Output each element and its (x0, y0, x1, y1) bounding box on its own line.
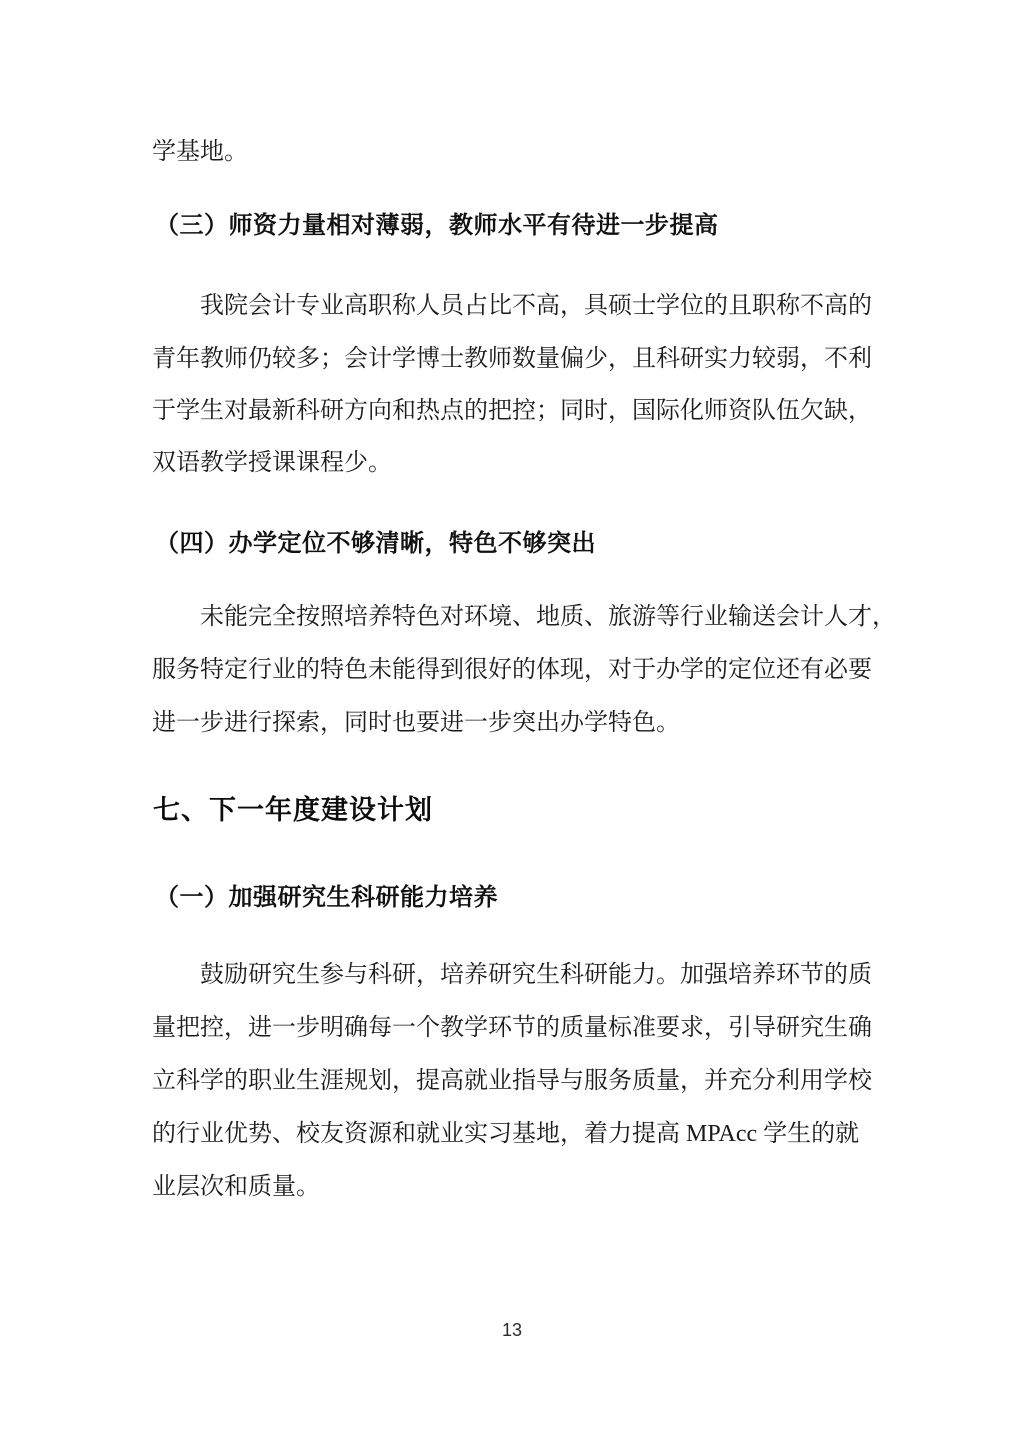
body-text-line: 业层次和质量。 (152, 1174, 320, 1200)
body-text-line: 双语教学授课课程少。 (152, 450, 392, 476)
chapter-heading: 七、下一年度建设计划 (153, 795, 433, 825)
body-text-line: 量把控，进一步明确每一个教学环节的质量标准要求，引导研究生确 (152, 1015, 872, 1041)
body-text-line: 的行业优势、校友资源和就业实习基地，着力提高 MPAcc 学生的就 (152, 1121, 860, 1147)
section-heading-3: （三）师资力量相对薄弱，教师水平有待进一步提高 (155, 210, 719, 239)
body-text-line: 学基地。 (152, 139, 248, 165)
body-text-line: 进一步进行探索，同时也要进一步突出办学特色。 (152, 710, 680, 736)
body-text-line: 未能完全按照培养特色对环境、地质、旅游等行业输送会计人才， (200, 604, 896, 630)
body-text-line: 服务特定行业的特色未能得到很好的体现，对于办学的定位还有必要 (152, 657, 872, 683)
body-text-line: 于学生对最新科研方向和热点的把控；同时，国际化师资队伍欠缺， (152, 398, 872, 424)
body-text-line: 鼓励研究生参与科研，培养研究生科研能力。加强培养环节的质 (200, 962, 872, 988)
section-heading-4: （四）办学定位不够清晰，特色不够突出 (155, 528, 596, 557)
page-number: 13 (501, 1320, 523, 1340)
body-text-line: 我院会计专业高职称人员占比不高，具硕士学位的且职称不高的 (200, 293, 872, 319)
body-text-line: 立科学的职业生涯规划，提高就业指导与服务质量，并充分利用学校 (152, 1068, 872, 1094)
body-text-line: 青年教师仍较多；会计学博士教师数量偏少，且科研实力较弱，不利 (152, 346, 872, 372)
section-heading-1: （一）加强研究生科研能力培养 (155, 882, 498, 911)
